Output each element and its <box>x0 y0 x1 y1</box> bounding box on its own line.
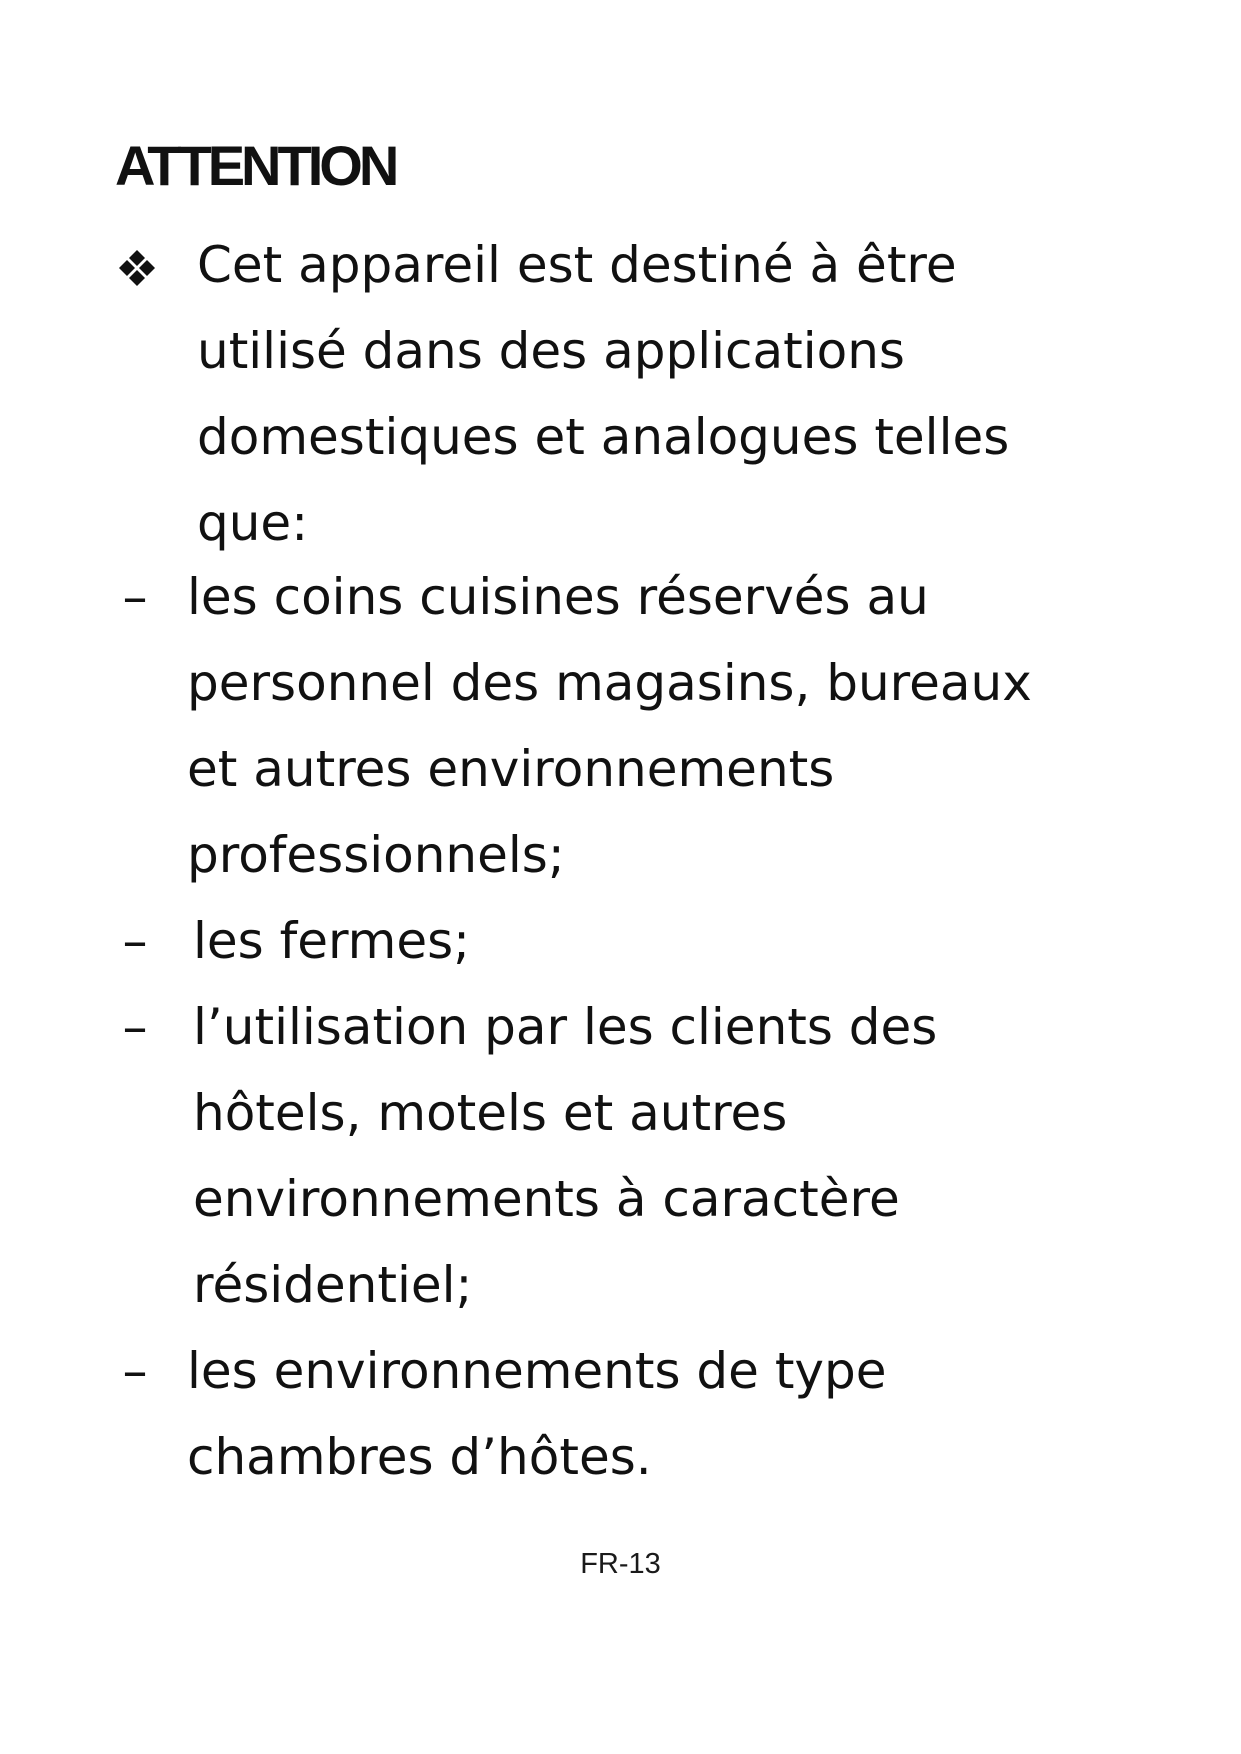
list-item-text: les coins cuisines réservés au personnel des magasins, bureaux et autres environnements professionnels; <box>187 568 1032 884</box>
dash-marker: – <box>122 568 148 626</box>
list-item-text: les environnements de type chambres d’hôtes. <box>187 1342 887 1486</box>
list-item-text: les fermes; <box>193 912 471 970</box>
page-number: FR-13 <box>580 1548 661 1580</box>
intro-text: Cet appareil est destiné à être utilisé dans des applications domestiques et analogues telles que: <box>197 236 1010 552</box>
four-diamond-bullet-icon <box>115 246 159 290</box>
list-item-text: l’utilisation par les clients des hôtels, motels et autres environnements à caractère résidentiel; <box>193 998 938 1314</box>
dash-marker: – <box>122 912 148 970</box>
bullet-row <box>115 222 1155 566</box>
dash-marker: – <box>122 998 148 1056</box>
list-item-farms <box>115 898 1155 984</box>
list-item-hotels <box>115 984 1155 1328</box>
list-item-guesthouses <box>115 1328 1155 1500</box>
page-heading: ATTENTION <box>115 134 396 197</box>
dash-marker: – <box>122 1342 148 1400</box>
intro-bullet <box>115 222 1155 566</box>
list-item-kitchens <box>115 554 1155 898</box>
